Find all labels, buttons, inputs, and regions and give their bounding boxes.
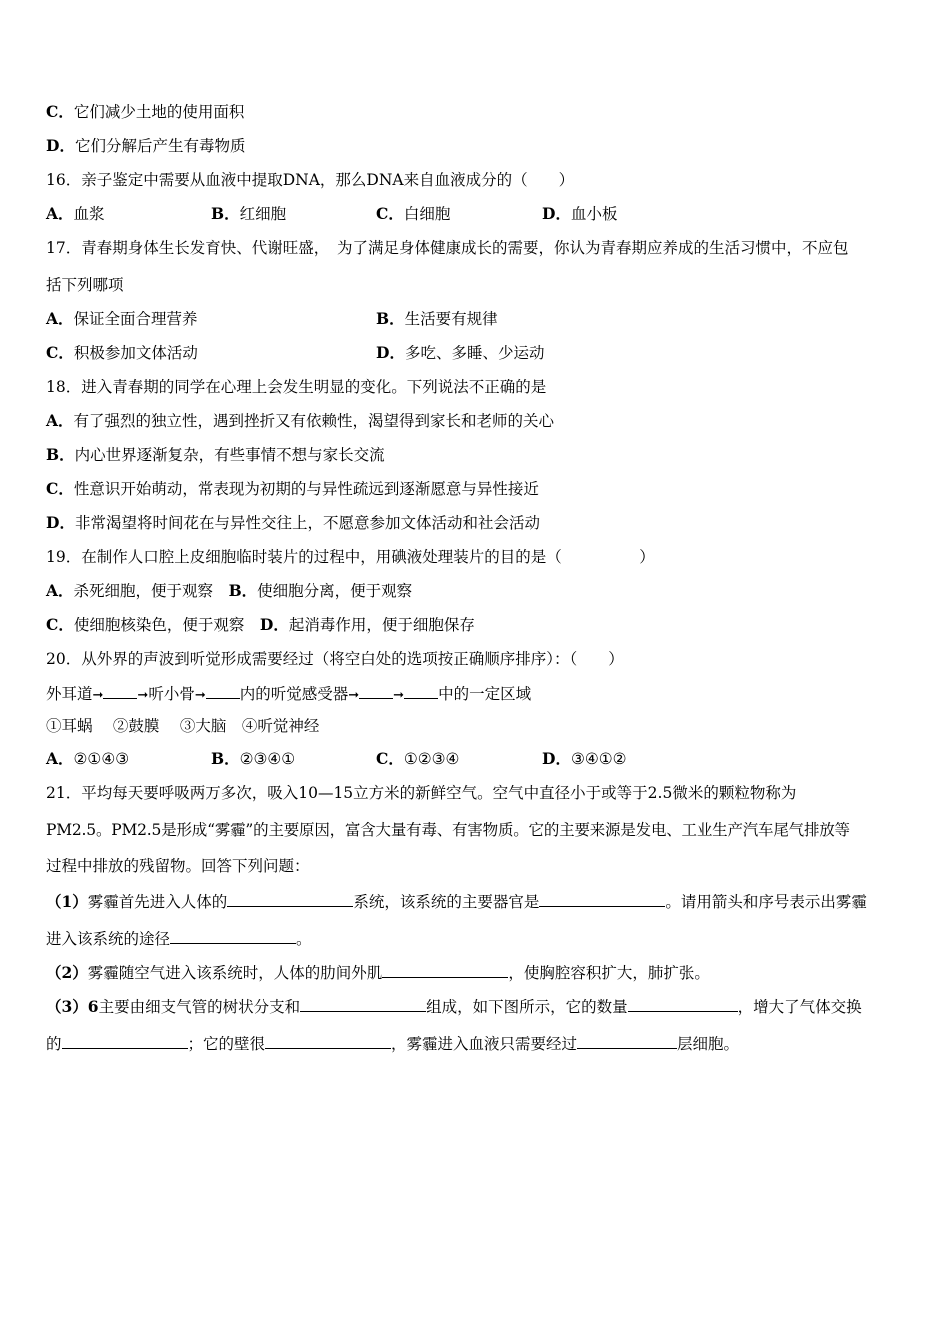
answer-blank[interactable] <box>103 683 137 699</box>
option-letter: A． <box>46 749 74 768</box>
option-text: 白细胞 <box>403 205 451 223</box>
answer-blank[interactable] <box>170 928 296 944</box>
option-text: 杀死细胞，便于观察 <box>73 582 214 600</box>
text: 雾霾随空气进入该系统时，人体的肋间外肌 <box>87 964 383 982</box>
text: ，雾霾进入血液只需要经过 <box>391 1035 578 1053</box>
path-step: 内的听觉感受器 <box>239 685 349 703</box>
subquestion-number: （2） <box>46 963 88 982</box>
arrow-icon: ➞ <box>194 688 206 703</box>
q16-option-d <box>542 204 617 224</box>
option-text: 血浆 <box>73 205 105 223</box>
arrow-icon: ➞ <box>137 688 149 703</box>
answer-blank[interactable] <box>577 1033 677 1049</box>
q20-choices: ①耳蜗 ②鼓膜 ③大脑 ④听觉神经 <box>46 717 320 735</box>
q21-sub1-line2 <box>46 928 312 949</box>
q20-option-a <box>46 749 129 769</box>
answer-blank[interactable] <box>206 683 240 699</box>
q18-option-c <box>46 479 539 499</box>
q20-option-c <box>376 749 459 769</box>
arrow-icon: ➞ <box>393 688 405 703</box>
q16-stem: 16．亲子鉴定中需要从血液中提取DNA，那么DNA来自血液成分的（ ） <box>46 171 575 189</box>
option-text: 性意识开始萌动，常表现为初期的与异性疏远到逐渐愿意与异性接近 <box>73 480 539 498</box>
answer-blank[interactable] <box>382 962 508 978</box>
q19-options-row1 <box>46 581 412 601</box>
option-text: 生活要有规律 <box>404 310 498 328</box>
q21-sub2 <box>46 962 710 983</box>
answer-blank[interactable] <box>404 683 438 699</box>
option-letter: A． <box>46 204 74 223</box>
q17-stem-line2: 括下列哪项 <box>46 276 124 294</box>
q18-option-b <box>46 445 385 465</box>
q17-options-row1 <box>46 309 906 329</box>
q18-option-d <box>46 513 540 533</box>
option-text: 血小板 <box>570 205 618 223</box>
option-letter: C． <box>46 615 74 634</box>
option-text: 起消毒作用，便于细胞保存 <box>288 616 475 634</box>
option-letter: A． <box>46 581 74 600</box>
q17-option-d <box>376 343 544 363</box>
q17-option-c <box>46 343 198 363</box>
option-text: 它们分解后产生有毒物质 <box>74 137 246 155</box>
option-letter: D． <box>46 513 75 532</box>
text: 进入该系统的途径 <box>46 930 171 948</box>
option-text: 有了强烈的独立性，遇到挫折又有依赖性，渴望得到家长和老师的关心 <box>73 412 555 430</box>
option-text: ②①④③ <box>73 750 130 768</box>
q17-options-row2 <box>46 343 906 363</box>
q21-sub1-line1 <box>46 891 867 912</box>
option-text: 使细胞核染色，便于观察 <box>73 616 245 634</box>
option-text: 它们减少土地的使用面积 <box>73 103 245 121</box>
answer-blank[interactable] <box>227 891 353 907</box>
answer-blank[interactable] <box>265 1033 391 1049</box>
option-text: 积极参加文体活动 <box>73 344 198 362</box>
subquestion-number: （3）6 <box>46 997 99 1016</box>
q21-sub3-line2 <box>46 1033 739 1054</box>
q20-hearing-path <box>46 683 531 706</box>
option-text: 使细胞分离，便于观察 <box>257 582 413 600</box>
answer-blank[interactable] <box>359 683 393 699</box>
option-text: 多吃、多睡、少运动 <box>404 344 545 362</box>
option-text: ②③④① <box>239 750 296 768</box>
option-text: ③④①② <box>570 750 627 768</box>
option-letter: C． <box>376 749 404 768</box>
path-step: 听小骨 <box>148 685 195 703</box>
option-text: ①②③④ <box>403 750 460 768</box>
text: 主要由细支气管的树状分支和 <box>98 998 301 1016</box>
q21-stem-line3: 过程中排放的残留物。回答下列问题： <box>46 857 310 875</box>
q21-sub3-line1 <box>46 996 862 1017</box>
path-step: 中的一定区域 <box>438 685 532 703</box>
text: 的 <box>46 1035 62 1053</box>
text: 。请用箭头和序号表示出雾霾 <box>665 893 867 911</box>
option-letter: B． <box>376 309 405 328</box>
answer-blank[interactable] <box>62 1033 188 1049</box>
option-letter: B． <box>46 445 75 464</box>
option-letter: C． <box>376 204 404 223</box>
option-letter: B． <box>211 204 240 223</box>
option-letter: D． <box>542 204 571 223</box>
option-letter: D． <box>46 136 75 155</box>
option-letter: B． <box>211 749 240 768</box>
q19-stem: 19．在制作人口腔上皮细胞临时装片的过程中，用碘液处理装片的目的是（ ） <box>46 548 655 566</box>
text: ，使胸腔容积扩大，肺扩张。 <box>508 964 710 982</box>
q20-options <box>46 749 906 769</box>
answer-blank[interactable] <box>300 996 426 1012</box>
q18-option-a <box>46 411 554 431</box>
q20-stem: 20．从外界的声波到听觉形成需要经过（将空白处的选项按正确顺序排序）：（ ） <box>46 650 624 668</box>
q15-option-c <box>46 102 244 122</box>
option-text: 保证全面合理营养 <box>73 310 198 328</box>
q21-stem-line2: PM2.5。PM2.5是形成“雾霾”的主要原因，富含大量有毒、有害物质。它的主要来源是发电、工业生产汽车尾气排放等 <box>46 821 850 839</box>
text: 组成，如下图所示，它的数量 <box>426 998 628 1016</box>
option-letter: D． <box>376 343 405 362</box>
q17-option-a <box>46 309 198 329</box>
option-letter: B． <box>228 581 258 600</box>
answer-blank[interactable] <box>628 996 738 1012</box>
option-letter: A． <box>46 309 74 328</box>
option-text: 非常渴望将时间花在与异性交往上，不愿意参加文体活动和社会活动 <box>74 514 540 532</box>
option-letter: C． <box>46 479 74 498</box>
q16-options <box>46 204 906 224</box>
text: 系统，该系统的主要器官是 <box>353 893 540 911</box>
option-letter: C． <box>46 102 74 121</box>
q20-option-b <box>211 749 295 769</box>
q16-option-a <box>46 204 105 224</box>
q21-stem-line1: 21．平均每天要呼吸两万多次，吸入10—15立方米的新鲜空气。空气中直径小于或等于2.5微米的颗粒物称为 <box>46 784 797 802</box>
arrow-icon: ➞ <box>92 688 104 703</box>
q16-option-c <box>376 204 450 224</box>
q20-option-d <box>542 749 627 769</box>
option-letter: C． <box>46 343 74 362</box>
option-letter: D． <box>542 749 571 768</box>
option-text: 红细胞 <box>239 205 287 223</box>
answer-blank[interactable] <box>539 891 665 907</box>
text: 层细胞。 <box>677 1035 740 1053</box>
arrow-icon: ➞ <box>348 688 360 703</box>
q17-option-b <box>376 309 498 329</box>
text: ，增大了气体交换 <box>737 998 862 1016</box>
option-letter: D． <box>259 615 289 634</box>
path-step: 外耳道 <box>46 685 93 703</box>
text: 。 <box>296 930 312 948</box>
q15-option-d <box>46 136 245 156</box>
option-letter: A． <box>46 411 74 430</box>
text: ；它的壁很 <box>187 1035 266 1053</box>
q19-options-row2 <box>46 615 475 635</box>
subquestion-number: （1） <box>46 892 88 911</box>
q17-stem-line1: 17．青春期身体生长发育快、代谢旺盛， 为了满足身体健康成长的需要，你认为青春期应养成的生活习惯中，不应包 <box>46 239 849 257</box>
option-text: 内心世界逐渐复杂，有些事情不想与家长交流 <box>74 446 385 464</box>
q18-stem: 18．进入青春期的同学在心理上会发生明显的变化。下列说法不正确的是 <box>46 378 547 396</box>
text: 雾霾首先进入人体的 <box>87 893 228 911</box>
q16-option-b <box>211 204 286 224</box>
